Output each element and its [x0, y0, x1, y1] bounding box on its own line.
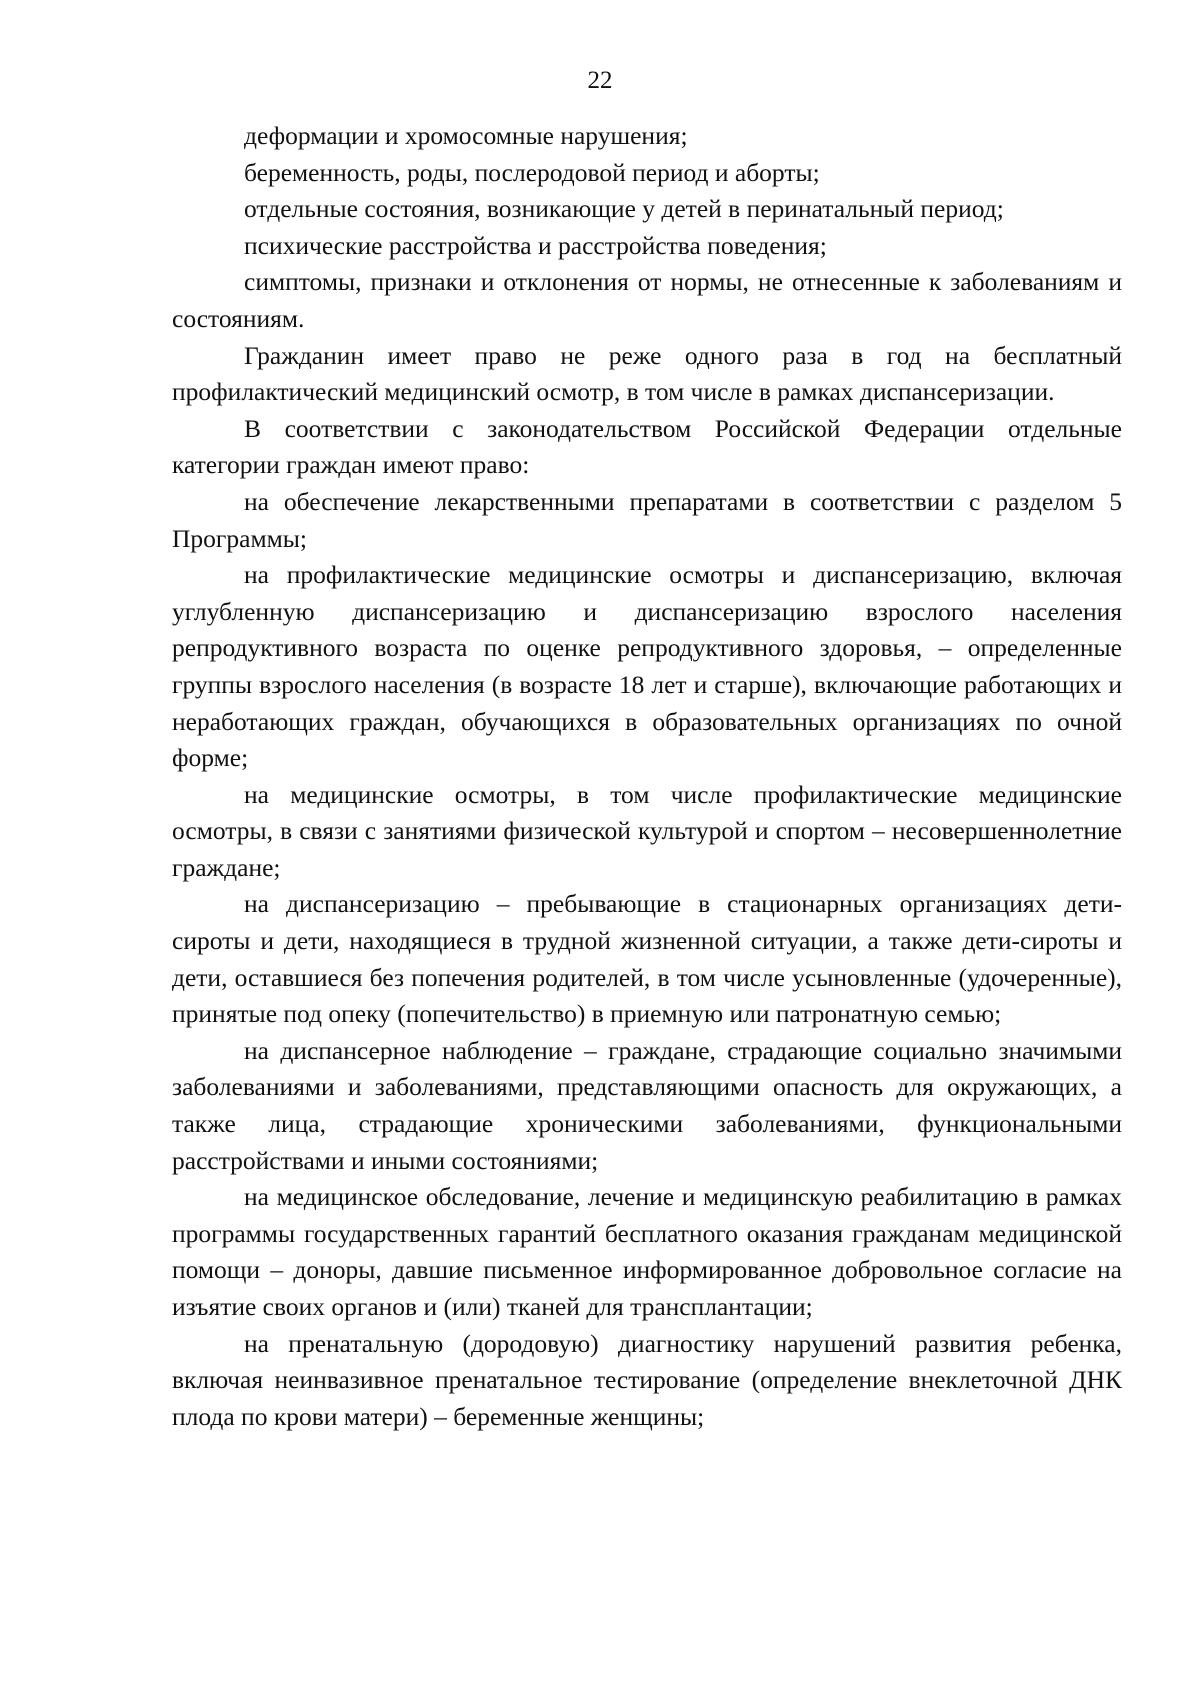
paragraph-dispensary-observation: на диспансерное наблюдение – граждане, страдающие социально значимыми заболеваниями и заболеваниями, представляющими опасность для окружающих, а также лица, страдающие хроническими заболеваниями, функциональными расстройствами и иными состояниями;	[172, 1035, 1122, 1175]
paragraph-mental-disorders: психические расстройства и расстройства поведения;	[244, 230, 827, 260]
paragraph-deformations: деформации и хромосомные нарушения;	[244, 121, 688, 150]
paragraph-minors-checkups: на медицинские осмотры, в том числе профилактические медицинские осмотры, в связи с занятиями физической культурой и спортом – несовершеннолетние граждане;	[172, 779, 1122, 882]
paragraph-dispensarization-adults: на профилактические медицинские осмотры и диспансеризацию, включая углубленную диспансеризацию и диспансеризацию взрослого населения репродуктивного возраста по оценке репродуктивного здоровья, – определенные группы взрослого населения (в возрасте 18 лет и старше), включающие работающих и неработающих граждан, обучающихся в образовательных организациях по очной форме;	[172, 560, 1122, 773]
paragraph-pregnancy: беременность, роды, послеродовой период и аборты;	[244, 157, 820, 187]
document-body	[172, 118, 1122, 1435]
paragraph-donors: на медицинское обследование, лечение и медицинскую реабилитацию в рамках программы государственных гарантий бесплатного оказания гражданам медицинской помощи – доноры, давшие письменное информированное добровольное согласие на изъятие своих органов и (или) тканей для трансплантации;	[172, 1182, 1122, 1321]
paragraph-medications: на обеспечение лекарственными препаратами в соответствии с разделом 5 Программы;	[172, 486, 1122, 553]
paragraph-orphans: на диспансеризацию – пребывающие в стационарных организациях дети-сироты и дети, находящиеся в трудной жизненной ситуации, а также дети-сироты и дети, оставшиеся без попечения родителей, в том числе усыновленные (удочеренные), принятые под опеку (попечительство) в приемную или патронатную семью;	[172, 889, 1122, 1029]
paragraph-categories-intro: В соответствии с законодательством Российской Федерации отдельные категории граждан имеют право:	[172, 413, 1122, 480]
paragraph-prenatal: на пренатальную (дородовую) диагностику нарушений развития ребенка, включая неинвазивное пренатальное тестирование (определение внеклеточной ДНК плода по крови матери) – беременные женщины;	[172, 1328, 1122, 1431]
paragraph-perinatal: отдельные состояния, возникающие у детей в перинатальный период;	[244, 194, 1004, 224]
paragraph-symptoms: симптомы, признаки и отклонения от нормы, не отнесенные к заболеваниям и состояниям.	[172, 267, 1122, 333]
paragraph-annual-checkup: Гражданин имеет право не реже одного раза в год на бесплатный профилактический медицинский осмотр, в том числе в рамках диспансеризации.	[172, 340, 1122, 407]
page-number: 22	[587, 67, 613, 94]
